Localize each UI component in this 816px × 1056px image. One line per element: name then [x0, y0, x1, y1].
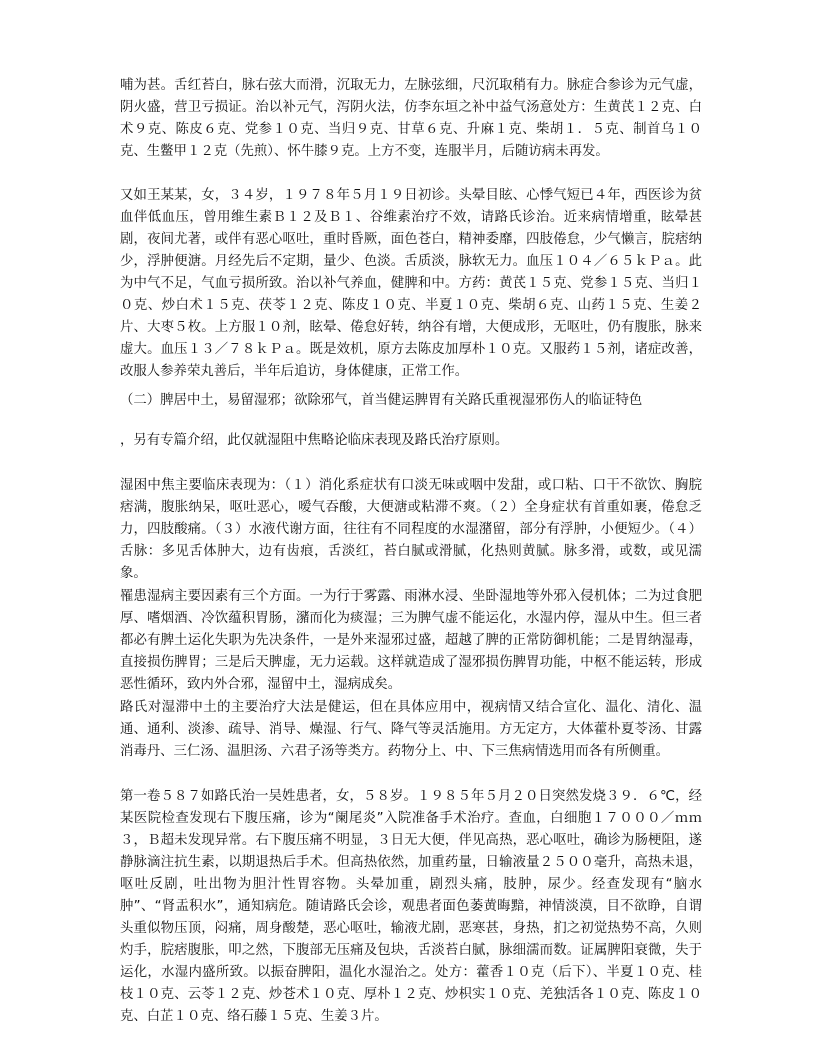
section-heading: （二）脾居中土，易留湿邪；欲除邪气，首当健运脾胃有关路氏重视湿邪伤人的临证特色: [120, 393, 643, 408]
paragraph-3: ，另有专篇介绍，此仅就湿阻中焦略论临床表现及路氏治疗原则。: [120, 433, 509, 448]
paragraph-2: 又如王某某，女，３４岁，１９７８年５月１９日初诊。头晕目眩、心悸气短已４年，西医诊为贫血伴低血压，曾用维生素Ｂ１２及Ｂ１、谷维素治疗不效，请路氏诊治。近来病情增重，眩晕甚剧，夜间尤著，或伴有恶心呕吐，重时昏厥，面色苍白，精神委靡，四肢倦怠，少气懒言，脘痞纳少，浮肿便溏。月经先后不定期，量少、色淡。舌质淡，脉软无力。血压１０４／６５ｋＰａ。此为中气不足，气血亏损所致。治以补气养血，健脾和中。方药：黄芪１５克、党参１５克、当归１０克、炒白术１５克、茯苓１２克、陈皮１０克、半夏１０克、柴胡６克、山药１５克、生姜２片、大枣５枚。上方服１０剂，眩晕、倦怠好转，纳谷有增，大便成形，无呕吐，仍有腹胀，脉来虚大。血压１３／７８ｋＰａ。既是效机，原方去陈皮加厚朴１０克。又服药１５剂，诸症改善，改服人参养荣丸善后，半年后追访，身体健康，正常工作。: [120, 188, 702, 379]
paragraph-1: 哺为甚。舌红苔白，脉右弦大而滑，沉取无力，左脉弦细，尺沉取稍有力。脉症合参诊为元气虚，阴火盛，营卫亏损证。治以补元气，泻阴火法，仿李东垣之补中益气汤意处方：生黄芪１２克、白术９克、陈皮６克、党参１０克、当归９克、甘草６克、升麻１克、柴胡１．５克、制首乌１０克、生鳖甲１２克（先煎）、怀牛膝９克。上方不变，连服半月，后随访病未再发。: [120, 78, 702, 159]
paragraph-6: 路氏对湿滞中土的主要治疗大法是健运，但在具体应用中，视病情又结合宣化、温化、清化、温通、通利、淡渗、疏导、消导、燥湿、行气、降气等灵活施用。方无定方，大体藿朴夏苓汤、甘露消毒丹、三仁汤、温胆汤、六君子汤等类方。药物分上、中、下三焦病情选用而各有所侧重。: [120, 700, 702, 759]
paragraph-4: 湿困中焦主要临床表现为：（１）消化系症状有口淡无味或咽中发甜，或口粘、口干不欲饮、胸脘痞满，腹胀纳呆，呕吐恶心，嗳气吞酸，大便溏或粘滞不爽。（２）全身症状有首重如裹，倦怠乏力，四肢酸痛。（３）水液代谢方面，往往有不同程度的水湿潴留，部分有浮肿，小便短少。（４）舌脉：多见舌体肿大，边有齿痕，舌淡红，苔白腻或滑腻，化热则黄腻。脉多滑，或数，或见濡象。: [120, 478, 702, 581]
paragraph-5: 罹患湿病主要因素有三个方面。一为行于雾露、雨淋水浸、坐卧湿地等外邪入侵机体；二为过食肥厚、嗜烟酒、冷饮蕴积胃肠，瀦而化为痰湿；三为脾气虚不能运化，水湿内停，湿从中生。但三者都必有脾土运化失职为先决条件，一是外来湿邪过盛，超越了脾的正常防御机能；二是胃纳湿毒，直接损伤脾胃；三是后天脾虚，无力运载。这样就造成了湿邪损伤脾胃功能，中枢不能运转，形成恶性循环，致内外合邪，湿留中土，湿病成矣。: [120, 589, 702, 692]
paragraph-7: 第一卷５８７如路氏治一吴姓患者，女，５８岁。１９８５年５月２０日突然发烧３９．６℃，经某医院检查发现右下腹压痛，诊为“阑尾炎”入院准备手术治疗。查血，白细胞１７０００／ｍｍ３，Ｂ超未发现异常。右下腹压痛不明显，３日无大便，伴见高热，恶心呕吐，确诊为肠梗阻，遂静脉滴注抗生素，以期退热后手术。但高热依然，加重药量，日输液量２５００毫升，高热未退，呕吐反剧，吐出物为胆汁性胃容物。头晕加重，剧烈头痛，肢肿，尿少。经查发现有“脑水肿”、“肾盂积水”，通知病危。随请路氏会诊，观患者面色萎黄晦黯，神情淡漠，目不欲睁，自谓头重似物压顶，闷痛，周身酸楚，恶心呕吐，输液尤剧，恶寒甚，身热，扪之初觉热势不高，久则灼手，脘痞腹胀，叩之然，下腹部无压痛及包块，舌淡苔白腻，脉细濡而数。证属脾阳衰微，失于运化，水湿内盛所致。以振奋脾阳，温化水湿治之。处方：藿香１０克（后下）、半夏１０克、桂枝１０克、云苓１２克、炒苍术１０克、厚朴１２克、炒枳实１０克、羌独活各１０克、陈皮１０克、白芷１０克、络石藤１５克、生姜３片。: [120, 789, 702, 1024]
